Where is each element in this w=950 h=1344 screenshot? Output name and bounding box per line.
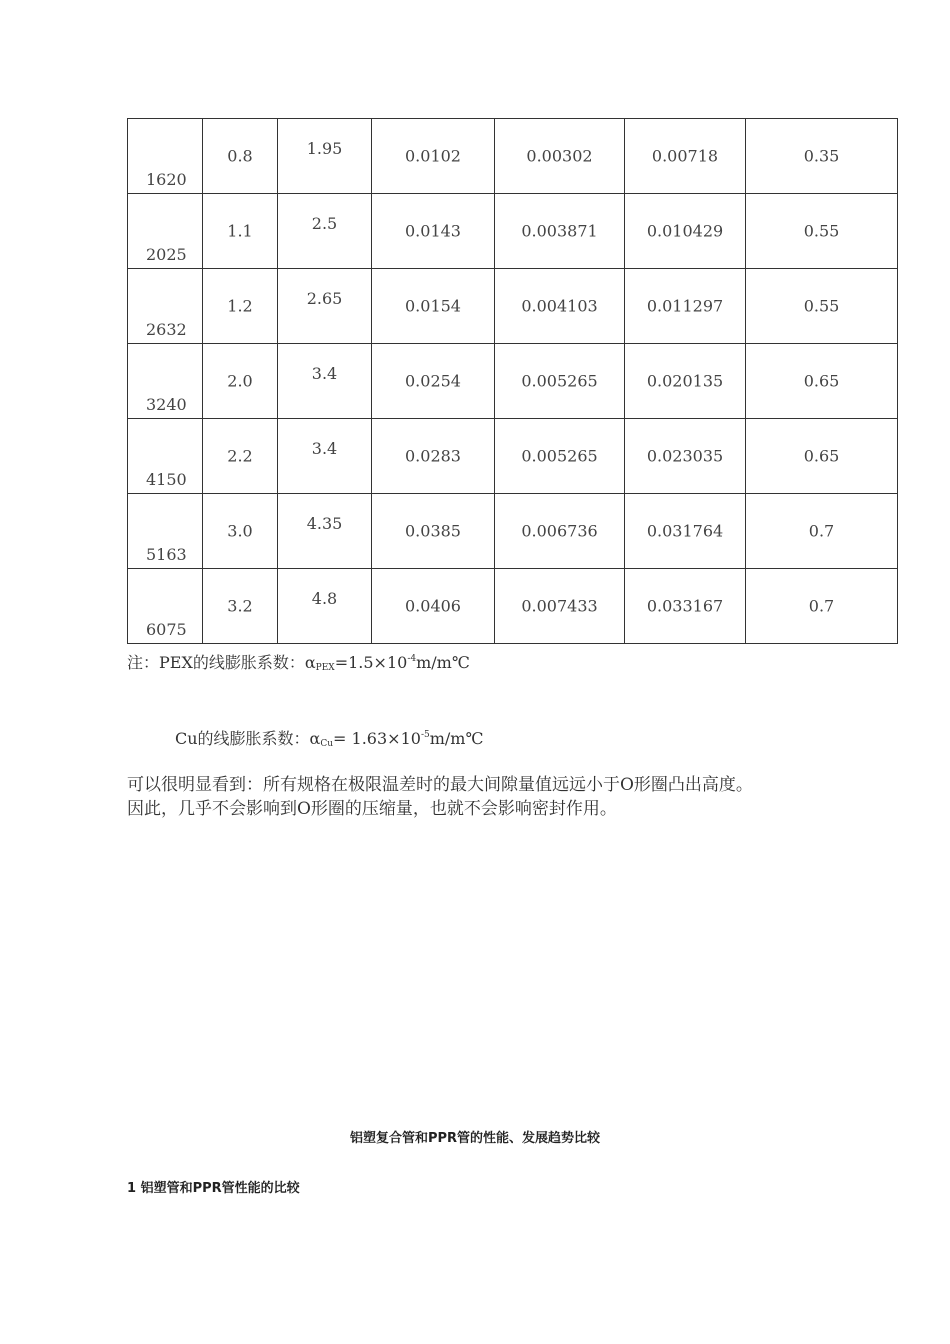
cell-value: 4.8: [311, 589, 338, 608]
table-cell: [746, 344, 898, 419]
cell-value: 3240: [146, 395, 187, 414]
table-cell: [278, 494, 372, 569]
cell-value: 0.0406: [405, 596, 461, 616]
table-cell: [128, 344, 203, 419]
cell-value: 0.7: [808, 596, 835, 616]
cell-value: 0.55: [803, 221, 840, 241]
cell-value: 2.5: [311, 214, 338, 233]
cell-value: 0.0102: [405, 146, 461, 166]
cell-value: 0.006736: [521, 521, 598, 541]
cell-value: 2.65: [306, 289, 343, 308]
cell-value: 0.020135: [646, 371, 724, 391]
note-cu-value: = 1.63×10: [333, 729, 421, 748]
note-pex-exp: -4: [407, 654, 417, 664]
table-cell: [625, 194, 746, 269]
table-cell: [746, 194, 898, 269]
cell-value: 0.65: [803, 446, 840, 466]
cell-value: 5163: [146, 545, 187, 564]
cell-value: 1.2: [227, 296, 253, 316]
table-cell: [495, 569, 625, 644]
table-row: [128, 119, 898, 194]
cell-value: 1.95: [306, 139, 343, 158]
cell-value: 4150: [146, 470, 187, 489]
note-cu-exp: -5: [420, 730, 430, 740]
table-cell: [495, 419, 625, 494]
cell-value: 0.0143: [405, 221, 461, 241]
table-cell: [625, 419, 746, 494]
table-cell: [128, 269, 203, 344]
cell-value: 0.007433: [521, 596, 598, 616]
table-row: [128, 419, 898, 494]
cell-value: 0.031764: [646, 521, 724, 541]
table-cell: [278, 194, 372, 269]
table-cell: [625, 494, 746, 569]
cell-value: 0.033167: [646, 596, 724, 616]
cell-value: 0.00302: [526, 146, 593, 166]
table-cell: [203, 269, 278, 344]
table-cell: [203, 494, 278, 569]
cell-value: 3.2: [227, 596, 253, 616]
cell-value: 2.0: [227, 371, 253, 391]
table-cell: [495, 269, 625, 344]
table-cell: [203, 569, 278, 644]
table-cell: [278, 569, 372, 644]
note-pex-value: =1.5×10: [334, 653, 408, 672]
table-cell: [203, 344, 278, 419]
conclusion-paragraph: [127, 773, 753, 821]
data-table: [127, 118, 898, 644]
table-cell: [746, 119, 898, 194]
table-cell: [625, 269, 746, 344]
table-row: [128, 494, 898, 569]
conclusion-line-2: 因此，几乎不会影响到O形圈的压缩量，也就不会影响密封作用。: [127, 799, 617, 819]
table-cell: [278, 119, 372, 194]
table-cell: [625, 344, 746, 419]
cell-value: 0.005265: [521, 371, 598, 391]
cell-value: 0.0254: [405, 371, 461, 391]
cell-value: 3.4: [311, 439, 338, 458]
cell-value: 0.023035: [646, 446, 724, 466]
table-row: [128, 194, 898, 269]
table-cell: [372, 119, 495, 194]
table-cell: [372, 419, 495, 494]
cell-value: 0.005265: [521, 446, 598, 466]
table-cell: [495, 194, 625, 269]
cell-value: 0.65: [803, 371, 840, 391]
table-cell: [495, 494, 625, 569]
section-heading: 铝塑复合管和PPR管的性能、发展趋势比较: [349, 1131, 601, 1146]
table-cell: [746, 494, 898, 569]
note-cu: [175, 726, 483, 749]
cell-value: 3.0: [227, 521, 253, 541]
cell-value: 0.35: [803, 146, 840, 166]
table-cell: [625, 119, 746, 194]
cell-value: 0.0154: [405, 296, 461, 316]
table-cell: [278, 344, 372, 419]
table-cell: [372, 569, 495, 644]
table-cell: [278, 269, 372, 344]
table-cell: [278, 419, 372, 494]
table-cell: [128, 194, 203, 269]
table-cell: [128, 119, 203, 194]
table-cell: [372, 269, 495, 344]
cell-value: 0.00718: [651, 146, 719, 166]
note-pex-unit: m/m℃: [416, 653, 470, 672]
table-cell: [495, 344, 625, 419]
cell-value: 4.35: [306, 514, 343, 533]
cell-value: 0.010429: [646, 221, 724, 241]
table-cell: [203, 194, 278, 269]
table-cell: [203, 419, 278, 494]
cell-value: 0.55: [803, 296, 840, 316]
note-cu-prefix: Cu的线膨胀系数：α: [175, 729, 321, 748]
cell-value: 0.0283: [405, 446, 461, 466]
table-cell: [495, 119, 625, 194]
table-row: [128, 344, 898, 419]
table-cell: [625, 569, 746, 644]
cell-value: 0.004103: [521, 296, 598, 316]
conclusion-line-1: 可以很明显看到：所有规格在极限温差时的最大间隙量值远远小于O形圈凸出高度。: [127, 775, 753, 795]
cell-value: 0.011297: [646, 296, 724, 316]
table-cell: [372, 194, 495, 269]
cell-value: 6075: [146, 620, 187, 639]
table-row: [128, 269, 898, 344]
section-subheading: 1 铝塑管和PPR管性能的比较: [127, 1181, 300, 1196]
cell-value: 0.003871: [521, 221, 598, 241]
note-pex-prefix: 注：PEX的线膨胀系数：α: [127, 653, 316, 672]
table-cell: [746, 269, 898, 344]
table-body: [128, 119, 898, 644]
note-cu-unit: m/m℃: [429, 729, 484, 748]
table-cell: [746, 569, 898, 644]
cell-value: 0.8: [227, 146, 253, 166]
table-cell: [203, 119, 278, 194]
table-cell: [128, 419, 203, 494]
table-row: [128, 569, 898, 644]
cell-value: 1620: [146, 170, 187, 189]
table-cell: [128, 569, 203, 644]
cell-value: 2632: [146, 320, 187, 339]
table-cell: [746, 419, 898, 494]
note-pex-sub: PEX: [315, 663, 335, 673]
table-cell: [128, 494, 203, 569]
cell-value: 3.4: [311, 364, 338, 383]
table-cell: [372, 344, 495, 419]
cell-value: 2.2: [227, 446, 253, 466]
note-pex: [127, 650, 470, 673]
cell-value: 0.0385: [405, 521, 461, 541]
note-cu-sub: Cu: [320, 739, 334, 749]
cell-value: 1.1: [227, 221, 253, 241]
cell-value: 2025: [146, 245, 187, 264]
table-cell: [372, 494, 495, 569]
cell-value: 0.7: [808, 521, 835, 541]
